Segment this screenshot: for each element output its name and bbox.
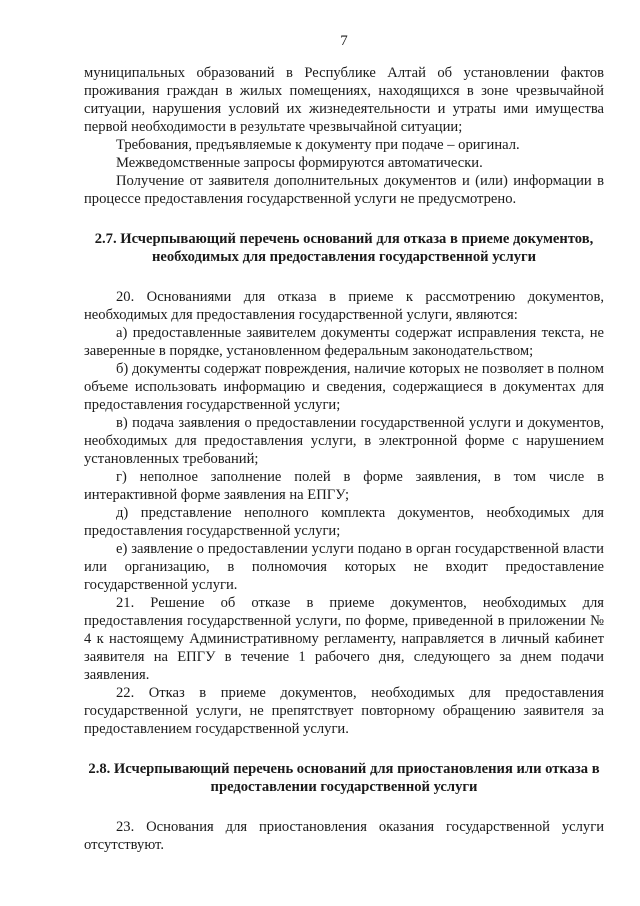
paragraph-20-d: д) представление неполного комплекта документов, необходимых для предоставления государственной услуги;: [84, 505, 604, 539]
paragraph-20-e: е) заявление о предоставлении услуги подано в орган государственной власти или организацию, в полномочия которых не входит предоставление государственной услуги.: [84, 541, 604, 593]
paragraph-20-g: г) неполное заполнение полей в форме заявления, в том числе в интерактивной форме заявления на ЕПГУ;: [84, 469, 604, 503]
section-heading-2-7: 2.7. Исчерпывающий перечень оснований для отказа в приеме документов, необходимых для предоставления государственной услуги: [94, 231, 594, 265]
paragraph-20: 20. Основаниями для отказа в приеме к рассмотрению документов, необходимых для предоставления государственной услуги, являются:: [84, 289, 604, 323]
paragraph-requests: Межведомственные запросы формируются автоматически.: [116, 155, 483, 171]
paragraph-22: 22. Отказ в приеме документов, необходимых для предоставления государственной услуги, не препятствует повторному обращению заявителя за предоставлением государственной услуги.: [84, 685, 604, 737]
document-page: [84, 32, 604, 854]
paragraph-23: 23. Основания для приостановления оказания государственной услуги отсутствуют.: [84, 819, 604, 853]
paragraph-additional-docs: Получение от заявителя дополнительных документов и (или) информации в процессе предоставления государственной услуги не предусмотрено.: [84, 173, 604, 207]
paragraph-20-a: а) предоставленные заявителем документы содержат исправления текста, не заверенные в порядке, установленном федеральным законодательством;: [84, 325, 604, 359]
paragraph-20-b: б) документы содержат повреждения, наличие которых не позволяет в полном объеме использовать информацию и сведения, содержащиеся в документах для предоставления государственной услуги;: [84, 361, 604, 413]
paragraph-requirements: Требования, предъявляемые к документу при подаче – оригинал.: [116, 137, 520, 153]
paragraph-continuation: муниципальных образований в Республике Алтай об установлении фактов проживания граждан в жилых помещениях, находящихся в зоне чрезвычайной ситуации, нарушения условий их жизнедеятельности и утраты ими имущества первой необходимости в результате чрезвычайной ситуации;: [84, 65, 604, 135]
section-heading-2-8: 2.8. Исчерпывающий перечень оснований для приостановления или отказа в предоставлении государственной услуги: [88, 761, 600, 795]
paragraph-21: 21. Решение об отказе в приеме документов, необходимых для предоставления государственной услуги, по форме, приведенной в приложении № 4 к настоящему Административному регламенту, направляется в личный кабинет заявителя на ЕПГУ в течение 1 рабочего дня, следующего за днем подачи заявления.: [84, 595, 604, 683]
paragraph-20-v: в) подача заявления о предоставлении государственной услуги и документов, необходимых для предоставления услуги, в электронной форме с нарушением установленных требований;: [84, 415, 604, 467]
page-number: 7: [340, 33, 348, 49]
